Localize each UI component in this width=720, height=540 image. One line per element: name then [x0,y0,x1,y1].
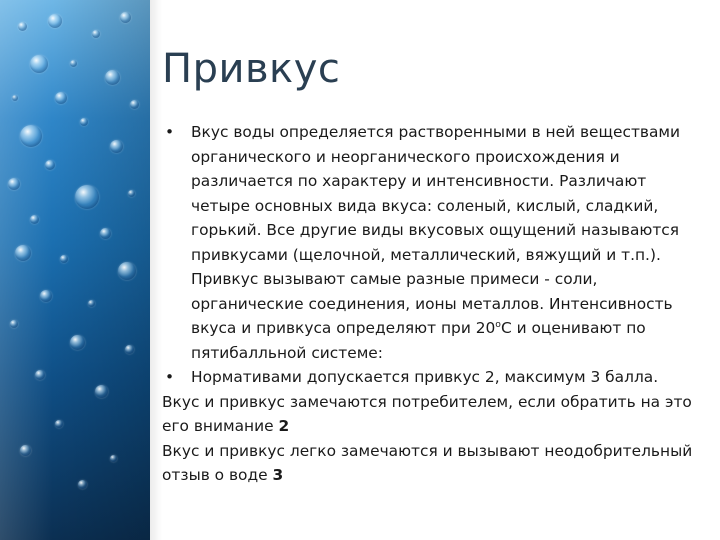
bubble [15,245,31,261]
bubble [120,12,131,23]
bubble [118,262,136,280]
bubble [30,215,39,224]
note-text: Вкус и привкус легко замечаются и вызывают неодобрительный отзыв о воде [162,441,693,484]
bubble [110,140,123,153]
bubble [75,185,99,209]
bubble [18,22,27,31]
bubble [40,290,52,302]
slide-title: Привкус [162,46,341,92]
bubble [80,118,88,126]
note-score-3 [160,439,708,488]
water-bubbles-image [0,0,150,540]
bubble [128,190,135,197]
bubble [48,14,62,28]
bubble [60,255,68,263]
bubble [20,125,42,147]
bullet-text-continued: С и оценивают по пятибалльной системе: [191,319,646,362]
bullet-text: Вкус воды определяется растворенными в ней веществами органического и неорганического происхождения и различается по характеру и интенсивности. Различают четыре основных вида вкуса: соленый, кислый, сладкий, горький. Все другие виды вкусовых ощущений называются привкусами (щелочной, металлический, вяжущий и т.п.). Привкус вызывают самые разные примеси - соли, органические соединения, ионы металлов. Интенсивность вкуса и привкуса определяют при 20 [191,123,681,337]
bubble [10,320,18,328]
note-score: 3 [272,466,284,484]
bubble [100,228,111,239]
bubble [20,445,31,456]
bubble [55,92,67,104]
slide-body [160,120,708,488]
bullet-marker: • [165,123,175,141]
bubble [35,370,45,380]
bubble [70,335,85,350]
bubble [130,100,139,109]
bullet-item-taste-description [160,120,708,365]
bubble [125,345,134,354]
bullet-item-norms [160,365,708,390]
bubble [78,480,87,489]
bubble [92,30,100,38]
bubble [110,455,117,462]
note-score: 2 [278,417,290,435]
bubble [105,70,120,85]
bubble [12,95,18,101]
note-text: Вкус и привкус замечаются потребителем, если обратить на это его внимание [162,392,692,435]
note-score-2 [160,390,708,439]
bubble [55,420,63,428]
bubble [45,160,55,170]
bubble [70,60,77,67]
bubble [88,300,95,307]
bullet-text: Нормативами допускается привкус 2, максимум 3 балла. [191,368,659,386]
bubble [95,385,108,398]
degree-sign: о [495,318,501,330]
bubble [30,55,48,73]
bullet-marker: • [165,368,175,386]
bubble [8,178,20,190]
